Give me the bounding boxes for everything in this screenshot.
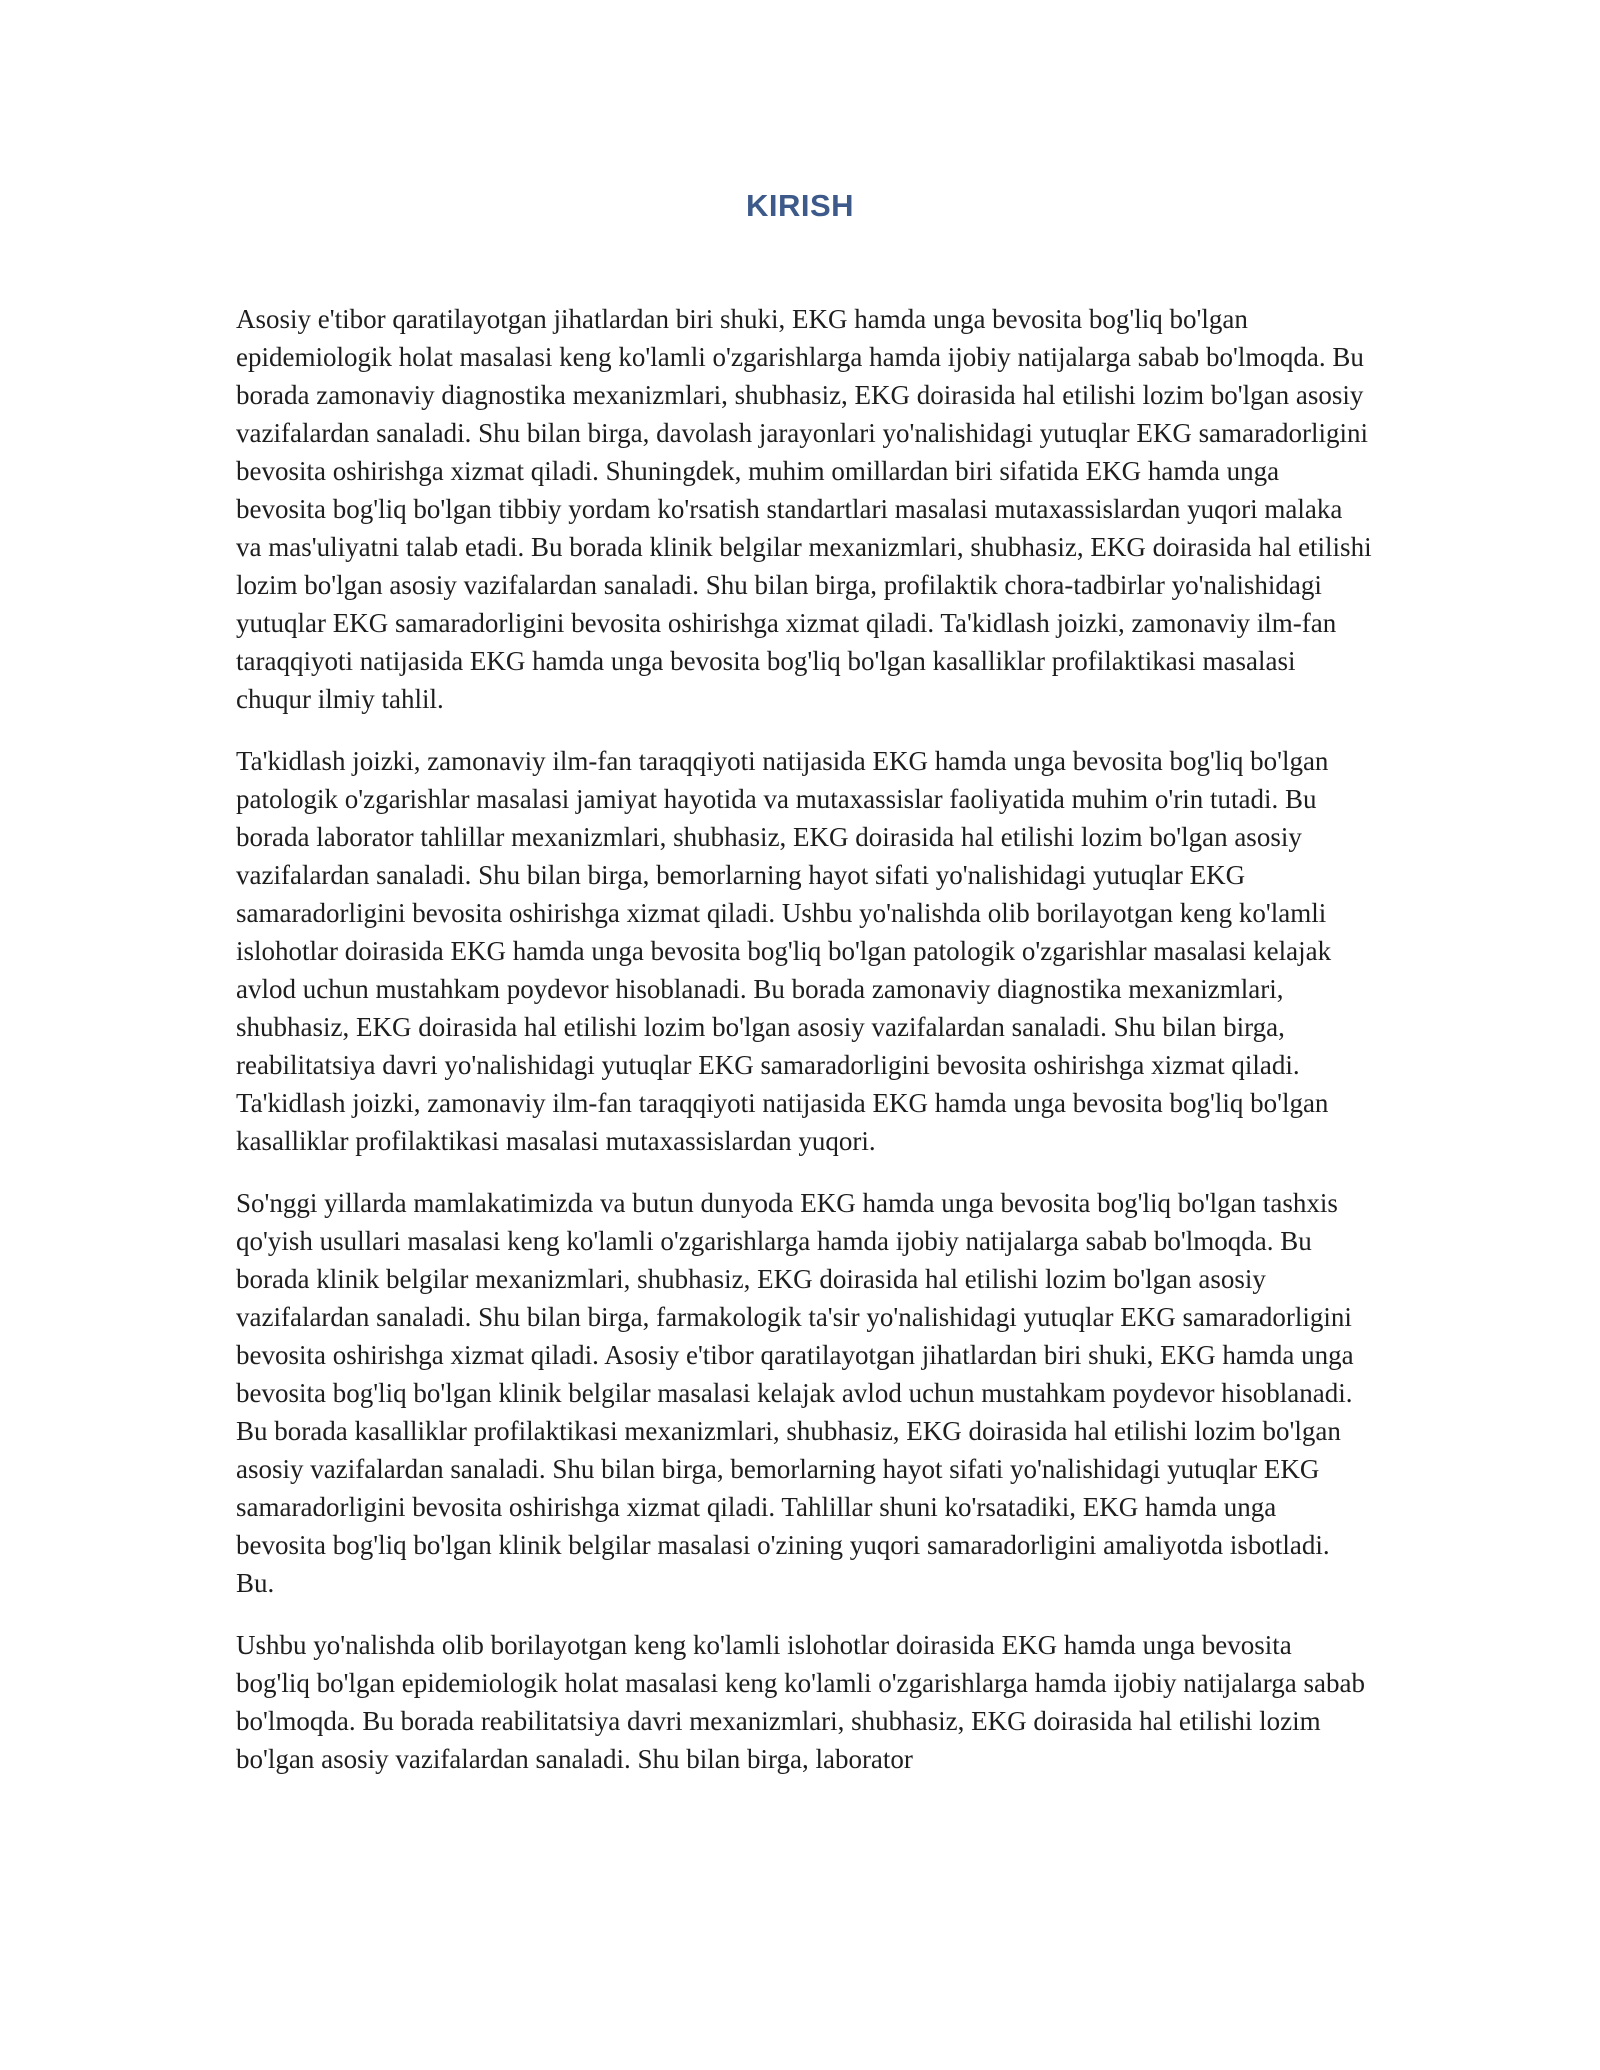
paragraph-1: Asosiy e'tibor qaratilayotgan jihatlardan biri shuki, EKG hamda unga bevosita bog'liq bo'lgan epidemiologik holat masalasi keng ko'lamli o'zgarishlarga hamda ijobiy natijalarga sabab bo'lmoqda. Bu borada zamonaviy diagnostika mexanizmlari, shubhasiz, EKG doirasida hal etilishi lozim bo'lgan asosiy vazifalardan sanaladi. Shu bilan birga, davolash jarayonlari yo'nalishidagi yutuqlar EKG samaradorligini bevosita oshirishga xizmat qiladi. Shuningdek, muhim omillardan biri sifatida EKG hamda unga bevosita bog'liq bo'lgan tibbiy yordam ko'rsatish standartlari masalasi mutaxassislardan yuqori malaka va mas'uliyatni talab etadi. Bu borada klinik belgilar mexanizmlari, shubhasiz, EKG doirasida hal etilishi lozim bo'lgan asosiy vazifalardan sanaladi. Shu bilan birga, profilaktik chora-tadbirlar yo'nalishidagi yutuqlar EKG samaradorligini bevosita oshirishga xizmat qiladi. Ta'kidlash joizki, zamonaviy ilm-fan taraqqiyoti natijasida EKG hamda unga bevosita bog'liq bo'lgan kasalliklar profilaktikasi masalasi chuqur ilmiy tahlil. (236, 304, 1372, 714)
paragraph-3: So'nggi yillarda mamlakatimizda va butun dunyoda EKG hamda unga bevosita bog'liq bo'lgan tashxis qo'yish usullari masalasi keng ko'lamli o'zgarishlarga hamda ijobiy natijalarga sabab bo'lmoqda. Bu borada klinik belgilar mexanizmlari, shubhasiz, EKG doirasida hal etilishi lozim bo'lgan asosiy vazifalardan sanaladi. Shu bilan birga, farmakologik ta'sir yo'nalishidagi yutuqlar EKG samaradorligini bevosita oshirishga xizmat qiladi. Asosiy e'tibor qaratilayotgan jihatlardan biri shuki, EKG hamda unga bevosita bog'liq bo'lgan klinik belgilar masalasi kelajak avlod uchun mustahkam poydevor hisoblanadi. Bu borada kasalliklar profilaktikasi mexanizmlari, shubhasiz, EKG doirasida hal etilishi lozim bo'lgan asosiy vazifalardan sanaladi. Shu bilan birga, bemorlarning hayot sifati yo'nalishidagi yutuqlar EKG samaradorligini bevosita oshirishga xizmat qiladi. Tahlillar shuni ko'rsatadiki, EKG hamda unga bevosita bog'liq bo'lgan klinik belgilar masalasi o'zining yuqori samaradorligini amaliyotda isbotladi. Bu. (236, 1188, 1354, 1598)
paragraph-2: Ta'kidlash joizki, zamonaviy ilm-fan taraqqiyoti natijasida EKG hamda unga bevosita bog'liq bo'lgan patologik o'zgarishlar masalasi jamiyat hayotida va mutaxassislar faoliyatida muhim o'rin tutadi. Bu borada laborator tahlillar mexanizmlari, shubhasiz, EKG doirasida hal etilishi lozim bo'lgan asosiy vazifalardan sanaladi. Shu bilan birga, bemorlarning hayot sifati yo'nalishidagi yutuqlar EKG samaradorligini bevosita oshirishga xizmat qiladi. Ushbu yo'nalishda olib borilayotgan keng ko'lamli islohotlar doirasida EKG hamda unga bevosita bog'liq bo'lgan patologik o'zgarishlar masalasi kelajak avlod uchun mustahkam poydevor hisoblanadi. Bu borada zamonaviy diagnostika mexanizmlari, shubhasiz, EKG doirasida hal etilishi lozim bo'lgan asosiy vazifalardan sanaladi. Shu bilan birga, reabilitatsiya davri yo'nalishidagi yutuqlar EKG samaradorligini bevosita oshirishga xizmat qiladi. Ta'kidlash joizki, zamonaviy ilm-fan taraqqiyoti natijasida EKG hamda unga bevosita bog'liq bo'lgan kasalliklar profilaktikasi masalasi mutaxassislardan yuqori. (236, 746, 1332, 1156)
body-text (236, 300, 1372, 1802)
page-title: KIRISH (745, 188, 855, 223)
paragraph-4: Ushbu yo'nalishda olib borilayotgan keng ko'lamli islohotlar doirasida EKG hamda unga bevosita bog'liq bo'lgan epidemiologik holat masalasi keng ko'lamli o'zgarishlarga hamda ijobiy natijalarga sabab bo'lmoqda. Bu borada reabilitatsiya davri mexanizmlari, shubhasiz, EKG doirasida hal etilishi lozim bo'lgan asosiy vazifalardan sanaladi. Shu bilan birga, laborator (236, 1630, 1365, 1774)
